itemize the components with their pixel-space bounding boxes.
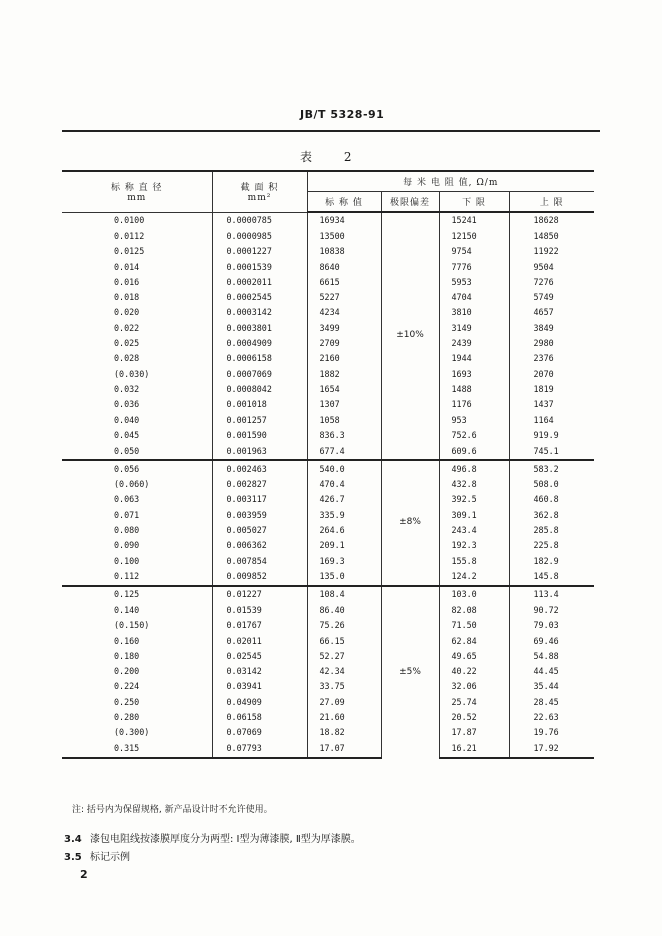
nominal-cell: 10838 — [307, 244, 381, 259]
area-cell: 0.0003142 — [212, 305, 307, 320]
upper-cell: 3849 — [509, 321, 594, 336]
clause-number: 3.4 — [64, 834, 82, 845]
header-area-unit: mm² — [247, 193, 272, 204]
lower-cell: 2439 — [439, 336, 509, 351]
table-row — [62, 413, 594, 428]
header-rule — [62, 130, 600, 132]
header-diameter — [62, 171, 212, 212]
nominal-cell: 426.7 — [307, 492, 381, 507]
area-cell: 0.07069 — [212, 725, 307, 740]
area-cell: 0.01539 — [212, 603, 307, 618]
nominal-cell: 33.75 — [307, 679, 381, 694]
upper-cell: 18628 — [509, 212, 594, 229]
area-cell: 0.005027 — [212, 523, 307, 538]
nominal-cell: 1058 — [307, 413, 381, 428]
diameter-cell: 0.140 — [62, 603, 212, 618]
lower-cell: 3149 — [439, 321, 509, 336]
nominal-cell: 21.60 — [307, 710, 381, 725]
area-cell: 0.04909 — [212, 695, 307, 710]
table-row — [62, 305, 594, 320]
lower-cell: 32.06 — [439, 679, 509, 694]
table-row — [62, 336, 594, 351]
tolerance-cell: ±5% — [381, 586, 439, 758]
upper-cell: 44.45 — [509, 664, 594, 679]
lower-cell: 155.8 — [439, 554, 509, 569]
table-row — [62, 275, 594, 290]
nominal-cell: 75.26 — [307, 618, 381, 633]
upper-cell: 79.03 — [509, 618, 594, 633]
upper-cell: 2376 — [509, 351, 594, 366]
diameter-cell: 0.160 — [62, 634, 212, 649]
header-area — [212, 171, 307, 212]
area-cell: 0.009852 — [212, 569, 307, 586]
diameter-cell: 0.016 — [62, 275, 212, 290]
area-cell: 0.0006158 — [212, 351, 307, 366]
upper-cell: 54.88 — [509, 649, 594, 664]
table-row — [62, 321, 594, 336]
diameter-cell: (0.060) — [62, 477, 212, 492]
upper-cell: 90.72 — [509, 603, 594, 618]
table-row — [62, 397, 594, 412]
upper-cell: 2070 — [509, 367, 594, 382]
nominal-cell: 1882 — [307, 367, 381, 382]
area-cell: 0.003959 — [212, 508, 307, 523]
clause-3-4 — [64, 830, 361, 845]
nominal-cell: 66.15 — [307, 634, 381, 649]
area-cell: 0.001590 — [212, 428, 307, 443]
header-nominal: 标 称 值 — [307, 192, 381, 213]
diameter-cell: 0.040 — [62, 413, 212, 428]
lower-cell: 9754 — [439, 244, 509, 259]
clause-3-5 — [64, 848, 130, 863]
nominal-cell: 169.3 — [307, 554, 381, 569]
diameter-cell: 0.315 — [62, 741, 212, 758]
area-cell: 0.003117 — [212, 492, 307, 507]
lower-cell: 62.84 — [439, 634, 509, 649]
diameter-cell: 0.180 — [62, 649, 212, 664]
diameter-cell: 0.090 — [62, 538, 212, 553]
area-cell: 0.0000785 — [212, 212, 307, 229]
table-row — [62, 367, 594, 382]
upper-cell: 182.9 — [509, 554, 594, 569]
table-row — [62, 725, 594, 740]
table-row — [62, 741, 594, 758]
area-cell: 0.0001539 — [212, 260, 307, 275]
diameter-cell: 0.056 — [62, 460, 212, 477]
area-cell: 0.07793 — [212, 741, 307, 758]
page-number: 2 — [80, 868, 88, 881]
diameter-cell: 0.071 — [62, 508, 212, 523]
nominal-cell: 2709 — [307, 336, 381, 351]
area-cell: 0.002827 — [212, 477, 307, 492]
tolerance-cell: ±10% — [381, 212, 439, 460]
area-cell: 0.002463 — [212, 460, 307, 477]
nominal-cell: 540.0 — [307, 460, 381, 477]
clause-number: 3.5 — [64, 852, 82, 863]
upper-cell: 285.8 — [509, 523, 594, 538]
diameter-cell: 0.200 — [62, 664, 212, 679]
table-row — [62, 229, 594, 244]
area-cell: 0.06158 — [212, 710, 307, 725]
upper-cell: 7276 — [509, 275, 594, 290]
table-row — [62, 290, 594, 305]
diameter-cell: 0.014 — [62, 260, 212, 275]
diameter-cell: 0.125 — [62, 586, 212, 603]
header-tolerance: 极限偏差 — [381, 192, 439, 213]
clause-text: 标记示例 — [90, 852, 130, 863]
lower-cell: 953 — [439, 413, 509, 428]
lower-cell: 1176 — [439, 397, 509, 412]
diameter-cell: 0.080 — [62, 523, 212, 538]
upper-cell: 225.8 — [509, 538, 594, 553]
table-row — [62, 351, 594, 366]
diameter-cell: 0.036 — [62, 397, 212, 412]
diameter-cell: 0.025 — [62, 336, 212, 351]
lower-cell: 4704 — [439, 290, 509, 305]
lower-cell: 12150 — [439, 229, 509, 244]
header-upper: 上 限 — [509, 192, 594, 213]
upper-cell: 5749 — [509, 290, 594, 305]
table-row — [62, 679, 594, 694]
table-row — [62, 695, 594, 710]
diameter-cell: 0.112 — [62, 569, 212, 586]
lower-cell: 392.5 — [439, 492, 509, 507]
upper-cell: 11922 — [509, 244, 594, 259]
table-row — [62, 244, 594, 259]
nominal-cell: 27.09 — [307, 695, 381, 710]
area-cell: 0.03142 — [212, 664, 307, 679]
area-cell: 0.001963 — [212, 443, 307, 460]
diameter-cell: 0.0100 — [62, 212, 212, 229]
upper-cell: 460.8 — [509, 492, 594, 507]
upper-cell: 1164 — [509, 413, 594, 428]
nominal-cell: 470.4 — [307, 477, 381, 492]
upper-cell: 35.44 — [509, 679, 594, 694]
clause-text: 漆包电阻线按漆膜厚度分为两型: Ⅰ型为薄漆膜, Ⅱ型为厚漆膜。 — [90, 834, 361, 845]
table-row — [62, 649, 594, 664]
area-cell: 0.0002011 — [212, 275, 307, 290]
upper-cell: 583.2 — [509, 460, 594, 477]
resistance-table — [62, 170, 594, 759]
diameter-cell: (0.030) — [62, 367, 212, 382]
area-cell: 0.0007069 — [212, 367, 307, 382]
upper-cell: 508.0 — [509, 477, 594, 492]
table-row — [62, 586, 594, 603]
upper-cell: 9504 — [509, 260, 594, 275]
upper-cell: 28.45 — [509, 695, 594, 710]
area-cell: 0.03941 — [212, 679, 307, 694]
upper-cell: 19.76 — [509, 725, 594, 740]
lower-cell: 25.74 — [439, 695, 509, 710]
lower-cell: 40.22 — [439, 664, 509, 679]
lower-cell: 3810 — [439, 305, 509, 320]
lower-cell: 609.6 — [439, 443, 509, 460]
table-row — [62, 212, 594, 229]
upper-cell: 1819 — [509, 382, 594, 397]
header-resistance: 每 米 电 阻 值, Ω/m — [307, 171, 594, 192]
area-cell: 0.0008042 — [212, 382, 307, 397]
table-row — [62, 618, 594, 633]
table-note: 注: 括号内为保留规格, 新产品设计时不允许使用。 — [72, 805, 273, 815]
nominal-cell: 4234 — [307, 305, 381, 320]
lower-cell: 192.3 — [439, 538, 509, 553]
table-row — [62, 260, 594, 275]
diameter-cell: 0.022 — [62, 321, 212, 336]
header-area-label: 截 面 积 — [240, 183, 279, 194]
upper-cell: 745.1 — [509, 443, 594, 460]
lower-cell: 124.2 — [439, 569, 509, 586]
table-row — [62, 569, 594, 586]
nominal-cell: 42.34 — [307, 664, 381, 679]
lower-cell: 1488 — [439, 382, 509, 397]
table-row — [62, 428, 594, 443]
area-cell: 0.001257 — [212, 413, 307, 428]
table-row — [62, 664, 594, 679]
area-cell: 0.01767 — [212, 618, 307, 633]
nominal-cell: 13500 — [307, 229, 381, 244]
nominal-cell: 836.3 — [307, 428, 381, 443]
diameter-cell: 0.0112 — [62, 229, 212, 244]
header-diameter-unit: mm — [127, 193, 147, 204]
diameter-cell: 0.020 — [62, 305, 212, 320]
diameter-cell: (0.150) — [62, 618, 212, 633]
lower-cell: 82.08 — [439, 603, 509, 618]
table-row — [62, 603, 594, 618]
diameter-cell: 0.0125 — [62, 244, 212, 259]
lower-cell: 15241 — [439, 212, 509, 229]
nominal-cell: 52.27 — [307, 649, 381, 664]
upper-cell: 2980 — [509, 336, 594, 351]
lower-cell: 496.8 — [439, 460, 509, 477]
nominal-cell: 3499 — [307, 321, 381, 336]
nominal-cell: 86.40 — [307, 603, 381, 618]
diameter-cell: 0.028 — [62, 351, 212, 366]
lower-cell: 1944 — [439, 351, 509, 366]
area-cell: 0.0000985 — [212, 229, 307, 244]
nominal-cell: 209.1 — [307, 538, 381, 553]
area-cell: 0.02545 — [212, 649, 307, 664]
tolerance-cell: ±8% — [381, 460, 439, 586]
table-title: 表 2 — [300, 150, 366, 164]
table-row — [62, 538, 594, 553]
diameter-cell: 0.063 — [62, 492, 212, 507]
upper-cell: 1437 — [509, 397, 594, 412]
lower-cell: 5953 — [439, 275, 509, 290]
upper-cell: 22.63 — [509, 710, 594, 725]
table-row — [62, 477, 594, 492]
table-row — [62, 492, 594, 507]
nominal-cell: 18.82 — [307, 725, 381, 740]
nominal-cell: 335.9 — [307, 508, 381, 523]
area-cell: 0.0004909 — [212, 336, 307, 351]
upper-cell: 145.8 — [509, 569, 594, 586]
table-row — [62, 460, 594, 477]
diameter-cell: (0.300) — [62, 725, 212, 740]
lower-cell: 752.6 — [439, 428, 509, 443]
area-cell: 0.02011 — [212, 634, 307, 649]
table-row — [62, 523, 594, 538]
area-cell: 0.0003801 — [212, 321, 307, 336]
upper-cell: 69.46 — [509, 634, 594, 649]
nominal-cell: 1307 — [307, 397, 381, 412]
diameter-cell: 0.050 — [62, 443, 212, 460]
diameter-cell: 0.100 — [62, 554, 212, 569]
area-cell: 0.006362 — [212, 538, 307, 553]
upper-cell: 113.4 — [509, 586, 594, 603]
lower-cell: 7776 — [439, 260, 509, 275]
nominal-cell: 8640 — [307, 260, 381, 275]
nominal-cell: 6615 — [307, 275, 381, 290]
lower-cell: 71.50 — [439, 618, 509, 633]
table-row — [62, 382, 594, 397]
header-diameter-label: 标 称 直 径 — [110, 183, 163, 194]
nominal-cell: 264.6 — [307, 523, 381, 538]
diameter-cell: 0.224 — [62, 679, 212, 694]
nominal-cell: 677.4 — [307, 443, 381, 460]
area-cell: 0.0002545 — [212, 290, 307, 305]
upper-cell: 362.8 — [509, 508, 594, 523]
nominal-cell: 16934 — [307, 212, 381, 229]
diameter-cell: 0.045 — [62, 428, 212, 443]
table-row — [62, 710, 594, 725]
table-row — [62, 554, 594, 569]
lower-cell: 432.8 — [439, 477, 509, 492]
nominal-cell: 2160 — [307, 351, 381, 366]
table-row — [62, 634, 594, 649]
diameter-cell: 0.032 — [62, 382, 212, 397]
nominal-cell: 135.0 — [307, 569, 381, 586]
lower-cell: 20.52 — [439, 710, 509, 725]
area-cell: 0.0001227 — [212, 244, 307, 259]
lower-cell: 309.1 — [439, 508, 509, 523]
table-row — [62, 508, 594, 523]
lower-cell: 17.87 — [439, 725, 509, 740]
upper-cell: 14850 — [509, 229, 594, 244]
lower-cell: 49.65 — [439, 649, 509, 664]
nominal-cell: 17.07 — [307, 741, 381, 758]
nominal-cell: 108.4 — [307, 586, 381, 603]
lower-cell: 103.0 — [439, 586, 509, 603]
lower-cell: 16.21 — [439, 741, 509, 758]
area-cell: 0.001018 — [212, 397, 307, 412]
diameter-cell: 0.018 — [62, 290, 212, 305]
upper-cell: 17.92 — [509, 741, 594, 758]
upper-cell: 919.9 — [509, 428, 594, 443]
lower-cell: 1693 — [439, 367, 509, 382]
nominal-cell: 1654 — [307, 382, 381, 397]
area-cell: 0.007854 — [212, 554, 307, 569]
diameter-cell: 0.280 — [62, 710, 212, 725]
header-lower: 下 限 — [439, 192, 509, 213]
upper-cell: 4657 — [509, 305, 594, 320]
table-row — [62, 443, 594, 460]
nominal-cell: 5227 — [307, 290, 381, 305]
standard-code: JB/T 5328-91 — [300, 108, 385, 121]
lower-cell: 243.4 — [439, 523, 509, 538]
diameter-cell: 0.250 — [62, 695, 212, 710]
area-cell: 0.01227 — [212, 586, 307, 603]
